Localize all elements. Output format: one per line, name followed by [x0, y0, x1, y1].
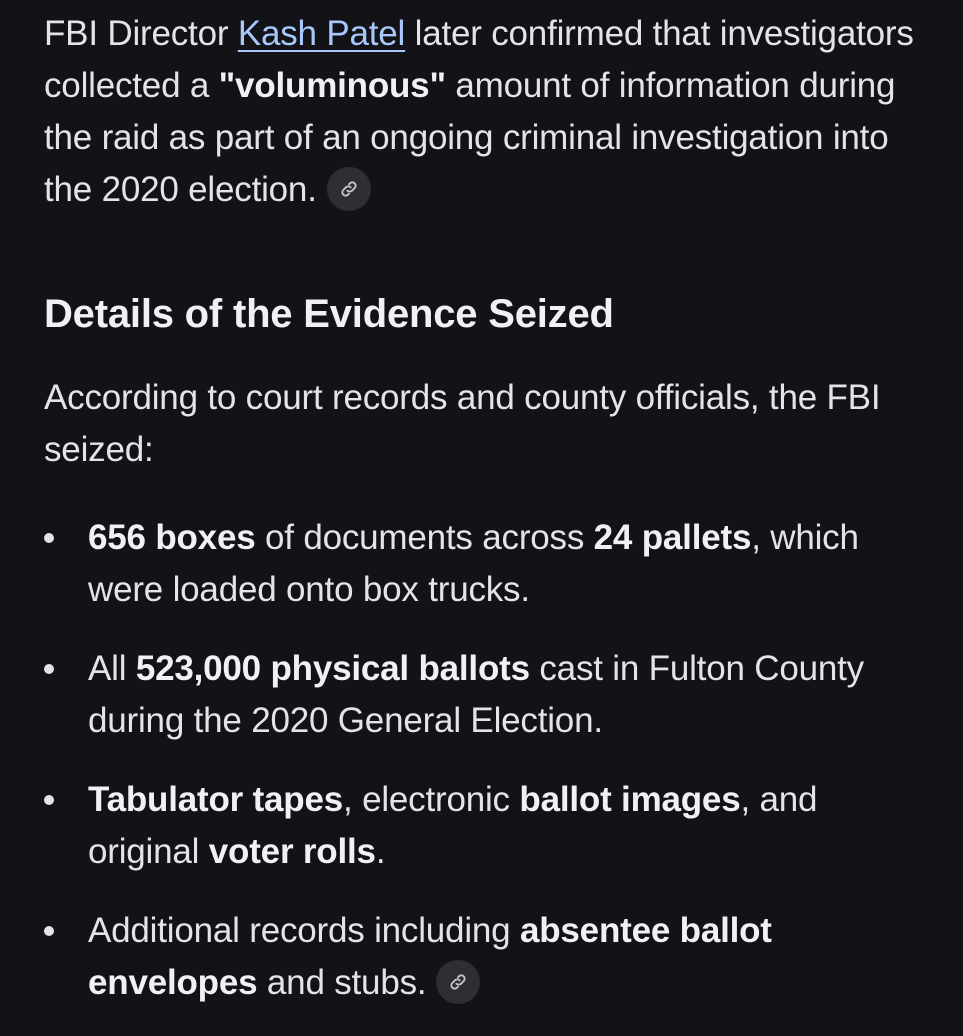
kash-patel-link[interactable]: Kash Patel	[237, 14, 406, 53]
bold-text: Tabulator tapes	[88, 780, 344, 819]
text: of documents across	[255, 518, 594, 557]
intro-paragraph	[44, 8, 924, 216]
response-content	[44, 8, 924, 1036]
link-icon	[448, 972, 468, 992]
text: , electronic	[343, 780, 520, 819]
intro-suffix: amount of information during the raid as part of an ongoing criminal investigation into the 2020 election.	[44, 66, 896, 209]
intro-prefix: FBI Director	[44, 14, 238, 53]
text: , and original	[88, 780, 818, 871]
citation-button-1[interactable]	[327, 167, 371, 211]
seized-items-list	[44, 512, 924, 1009]
section-heading: Details of the Evidence Seized	[44, 292, 614, 336]
text: All	[88, 649, 136, 688]
bold-text: 656 boxes	[88, 518, 256, 557]
intro-middle: later confirmed that investigators collected a	[44, 14, 914, 105]
bullet-dot	[44, 795, 54, 805]
text: , which were loaded onto box trucks.	[88, 518, 859, 609]
bold-text: ballot images	[519, 780, 741, 819]
list-item	[44, 905, 924, 1009]
text: cast in Fulton County during the 2020 General Election.	[88, 649, 864, 740]
bold-text: voter rolls	[208, 832, 376, 871]
section-intro: According to court records and county officials, the FBI seized:	[44, 378, 881, 469]
bold-text: absentee ballot envelopes	[88, 911, 772, 1002]
bullet-dot	[44, 533, 54, 543]
bold-text: 523,000 physical ballots	[135, 649, 530, 688]
text: Additional records including	[88, 911, 520, 950]
bold-text: 24 pallets	[593, 518, 752, 557]
list-item	[44, 512, 924, 616]
list-item	[44, 643, 924, 747]
intro-bold-quote: "voluminous"	[218, 66, 446, 105]
citation-button-2[interactable]	[436, 960, 480, 1004]
bullet-dot	[44, 926, 54, 936]
list-item	[44, 774, 924, 878]
link-icon	[339, 179, 359, 199]
text: and stubs.	[257, 963, 427, 1002]
text: .	[375, 832, 386, 871]
bullet-dot	[44, 664, 54, 674]
